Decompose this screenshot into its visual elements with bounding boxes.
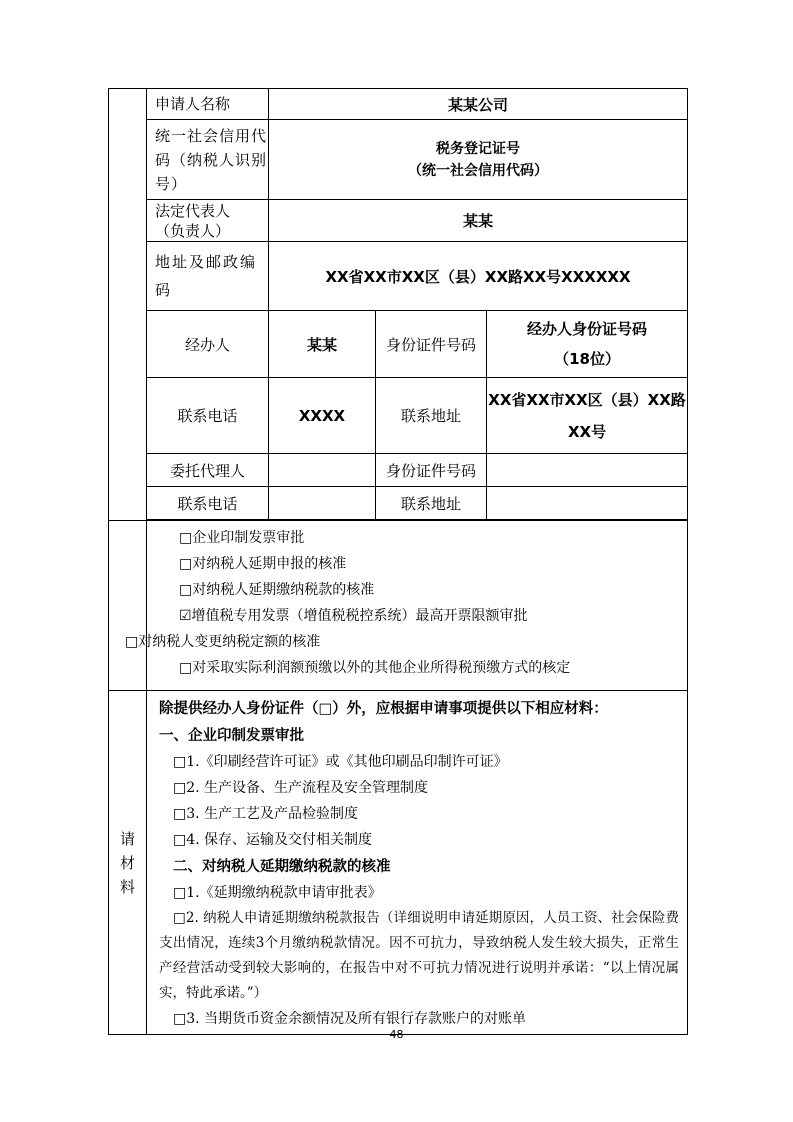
section1-item-1: □1.《印刷经营许可证》或《其他印刷品印制许可证》 xyxy=(173,754,508,770)
materials-cell xyxy=(147,691,688,1035)
legal-rep-label xyxy=(147,200,269,242)
items-cell xyxy=(125,521,688,691)
applicant-name-row xyxy=(109,89,688,120)
agent-contact-row xyxy=(109,487,688,520)
applicant-name-label: 申请人名称 xyxy=(147,89,269,120)
side-char-2: 材 xyxy=(119,853,135,872)
legal-rep-label-line1: 法定代表人 xyxy=(155,201,231,220)
credit-code-label: 统一社会信用代码（纳税人识别号） xyxy=(147,120,269,200)
application-item: □企业印制发票审批 xyxy=(179,530,305,546)
items-list xyxy=(125,525,679,681)
application-form-table xyxy=(108,88,688,1035)
materials-side-label xyxy=(120,827,136,899)
handler-phone-value: XXXX xyxy=(269,378,376,454)
handler-phone-label: 联系电话 xyxy=(147,378,269,454)
handler-id-value-line2: （18位） xyxy=(554,350,620,368)
credit-code-row xyxy=(109,120,688,200)
handler-addr-value-line1: XX省XX市XX区（县）XX路 xyxy=(488,390,686,409)
handler-contact-row xyxy=(109,378,688,454)
handler-id-value-line1: 经办人身份证号码 xyxy=(527,320,648,338)
application-item: □对纳税人变更纳税定额的核准 xyxy=(125,634,321,650)
applicant-name-value: 某某公司 xyxy=(269,89,688,120)
credit-code-value-line2: （统一社会信用代码） xyxy=(408,162,549,179)
handler-row xyxy=(109,311,688,378)
handler-value: 某某 xyxy=(269,311,376,378)
agent-phone-value xyxy=(269,487,376,520)
application-item: □对采取实际利润额预缴以外的其他企业所得税预缴方式的核定 xyxy=(179,660,571,676)
section2-item-1: □1.《延期缴纳税款申请审批表》 xyxy=(173,885,382,901)
handler-label: 经办人 xyxy=(147,311,269,378)
handler-addr-value xyxy=(487,378,688,454)
section1-title: 一、企业印制发票审批 xyxy=(159,727,304,744)
application-item: ☑增值税专用发票（增值税税控系统）最高开票限额审批 xyxy=(179,608,528,624)
agent-label: 委托代理人 xyxy=(147,454,269,487)
application-item: □对纳税人延期缴纳税款的核准 xyxy=(179,582,375,598)
agent-value xyxy=(269,454,376,487)
agent-phone-label: 联系电话 xyxy=(147,487,269,520)
materials-side-cell xyxy=(109,691,147,1035)
section2-title: 二、对纳税人延期缴纳税款的核准 xyxy=(173,858,391,875)
address-value: XX省XX市XX区（县）XX路XX号XXXXXX xyxy=(269,242,688,311)
address-label: 地址及邮政编码 xyxy=(147,242,269,311)
credit-code-value-line1: 税务登记证号 xyxy=(436,140,521,157)
materials-intro: 除提供经办人身份证件（□）外，应根据申请事项提供以下相应材料： xyxy=(159,700,608,717)
agent-addr-value xyxy=(487,487,688,520)
agent-id-label: 身份证件号码 xyxy=(376,454,487,487)
section1-item-3: □3. 生产工艺及产品检验制度 xyxy=(173,806,359,822)
materials-row xyxy=(109,691,688,1035)
handler-id-label: 身份证件号码 xyxy=(376,311,487,378)
credit-code-value xyxy=(269,120,688,200)
legal-rep-label-line2: （负责人） xyxy=(155,221,231,240)
section2-item-3: □3. 当期货币资金余额情况及所有银行存款账户的对账单 xyxy=(173,1011,527,1027)
section1-item-2: □2. 生产设备、生产流程及安全管理制度 xyxy=(173,780,429,796)
section2-item-2: □2. 纳税人申请延期缴纳税款报告（详细说明申请延期原因，人员工资、社会保险费支出情况，连续3个月缴纳税款情况。因不可抗力，导致纳税人发生较大损失，正常生产经营活动受到较大影响的，在报告中对不可抗力情况进行说明并承诺：“以上情况属实，特此承诺。”） xyxy=(159,910,680,1001)
page-number: 48 xyxy=(389,1028,404,1041)
legal-rep-value: 某某 xyxy=(269,200,688,242)
handler-id-value xyxy=(487,311,688,378)
agent-addr-label: 联系地址 xyxy=(376,487,487,520)
legal-rep-row xyxy=(109,200,688,242)
application-item: □对纳税人延期申报的核准 xyxy=(179,556,347,572)
section1-item-4: □4. 保存、运输及交付相关制度 xyxy=(173,832,373,848)
address-row xyxy=(109,242,688,311)
items-side-cell xyxy=(109,521,147,691)
side-char-1: 请 xyxy=(119,829,135,848)
agent-id-value xyxy=(487,454,688,487)
items-row xyxy=(109,521,688,691)
agent-row xyxy=(109,454,688,487)
handler-addr-label: 联系地址 xyxy=(376,378,487,454)
applicant-side-cell xyxy=(109,89,147,521)
handler-addr-value-line2: XX号 xyxy=(567,422,607,441)
side-char-3: 料 xyxy=(119,877,135,896)
